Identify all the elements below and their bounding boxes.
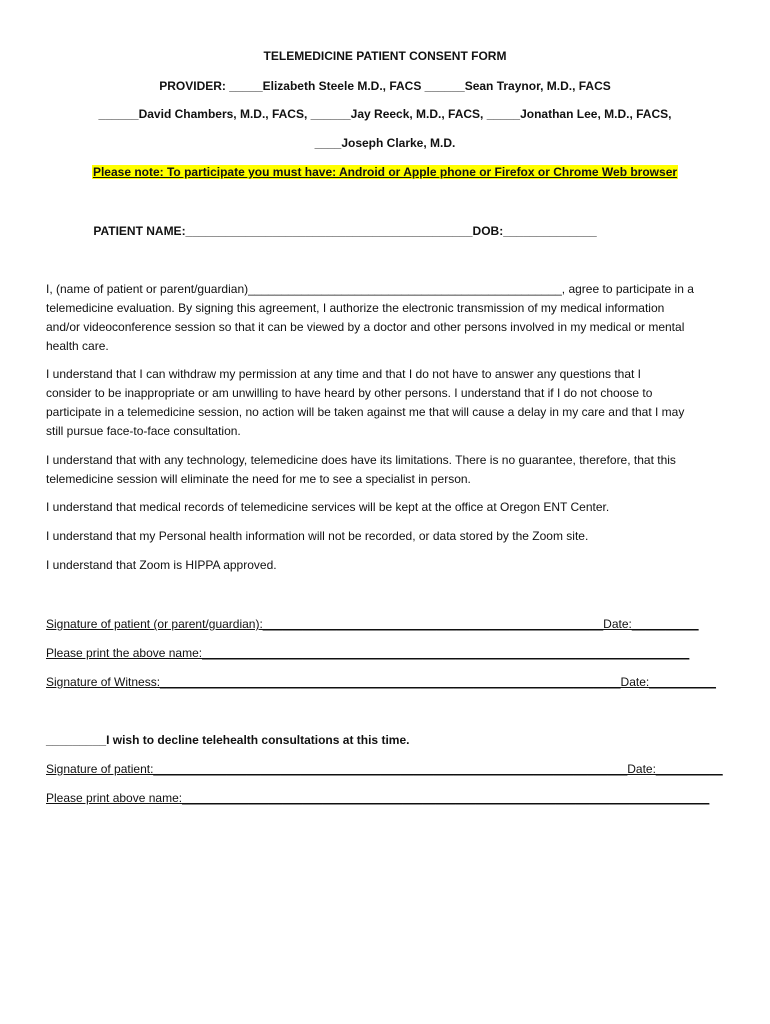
text-line: participate in a telemedicine session, no action will be taken against me that will cause a delay in my care and that I may bbox=[46, 405, 685, 419]
text-line: telemedicine session will eliminate the need for me to see a specialist in person. bbox=[46, 472, 471, 486]
text-line: I understand that with any technology, telemedicine does have its limitations. There is no guarantee, therefore, that this bbox=[46, 453, 676, 467]
text-line: I understand that medical records of telemedicine services will be kept at the office at Oregon ENT Center. bbox=[46, 500, 610, 514]
provider-line-3: ____Joseph Clarke, M.D. bbox=[314, 136, 456, 150]
decline-print-name-line[interactable]: Please print above name:_______________________________________________________________________________ bbox=[46, 791, 710, 805]
note-wrapper bbox=[0, 164, 770, 180]
print-name-line[interactable]: Please print the above name:_________________________________________________________________________ bbox=[46, 646, 690, 660]
text-line: I understand that my Personal health information will not be recorded, or data stored by the Zoom site. bbox=[46, 529, 589, 543]
patient-signature-line[interactable]: Signature of patient (or parent/guardian):___________________________________________________Date:__________ bbox=[46, 617, 699, 631]
text-line: consider to be inappropriate or am unwilling to have heard by other persons. I understand that if I do not choose to bbox=[46, 386, 653, 400]
witness-signature-line[interactable]: Signature of Witness:_____________________________________________________________________Date:__________ bbox=[46, 675, 716, 689]
text-line: I understand that I can withdraw my permission at any time and that I do not have to answer any questions that I bbox=[46, 367, 641, 381]
text-line: health care. bbox=[46, 339, 109, 353]
consent-paragraph-1 bbox=[46, 280, 736, 356]
consent-paragraph-4 bbox=[46, 498, 736, 517]
consent-paragraph-3 bbox=[46, 451, 736, 489]
provider-line-2: ______David Chambers, M.D., FACS, ______Jay Reeck, M.D., FACS, _____Jonathan Lee, M.D., FACS, bbox=[98, 107, 672, 121]
decline-consultation-line[interactable]: _________I wish to decline telehealth consultations at this time. bbox=[46, 733, 410, 747]
text-line: and/or videoconference session so that it can be viewed by a doctor and other persons involved in my medical or mental bbox=[46, 320, 685, 334]
consent-paragraph-5 bbox=[46, 527, 736, 546]
patient-name-dob-line: PATIENT NAME:___________________________________________DOB:______________ bbox=[93, 224, 597, 238]
form-title: TELEMEDICINE PATIENT CONSENT FORM bbox=[263, 49, 507, 63]
text-line: I, (name of patient or parent/guardian)_______________________________________________, agree to participate in a bbox=[46, 282, 694, 296]
text-line: still pursue face-to-face consultation. bbox=[46, 424, 241, 438]
text-line: I understand that Zoom is HIPPA approved. bbox=[46, 558, 277, 572]
consent-paragraph-2 bbox=[46, 365, 736, 441]
decline-patient-signature-line[interactable]: Signature of patient:_______________________________________________________________________Date:__________ bbox=[46, 762, 723, 776]
provider-line-1: PROVIDER: _____Elizabeth Steele M.D., FACS ______Sean Traynor, M.D., FACS bbox=[159, 79, 611, 93]
text-line: telemedicine evaluation. By signing this agreement, I authorize the electronic transmission of my medical information bbox=[46, 301, 665, 315]
consent-paragraph-6 bbox=[46, 556, 736, 575]
participation-note: Please note: To participate you must have: Android or Apple phone or Firefox or Chrome Web browser bbox=[92, 165, 678, 179]
